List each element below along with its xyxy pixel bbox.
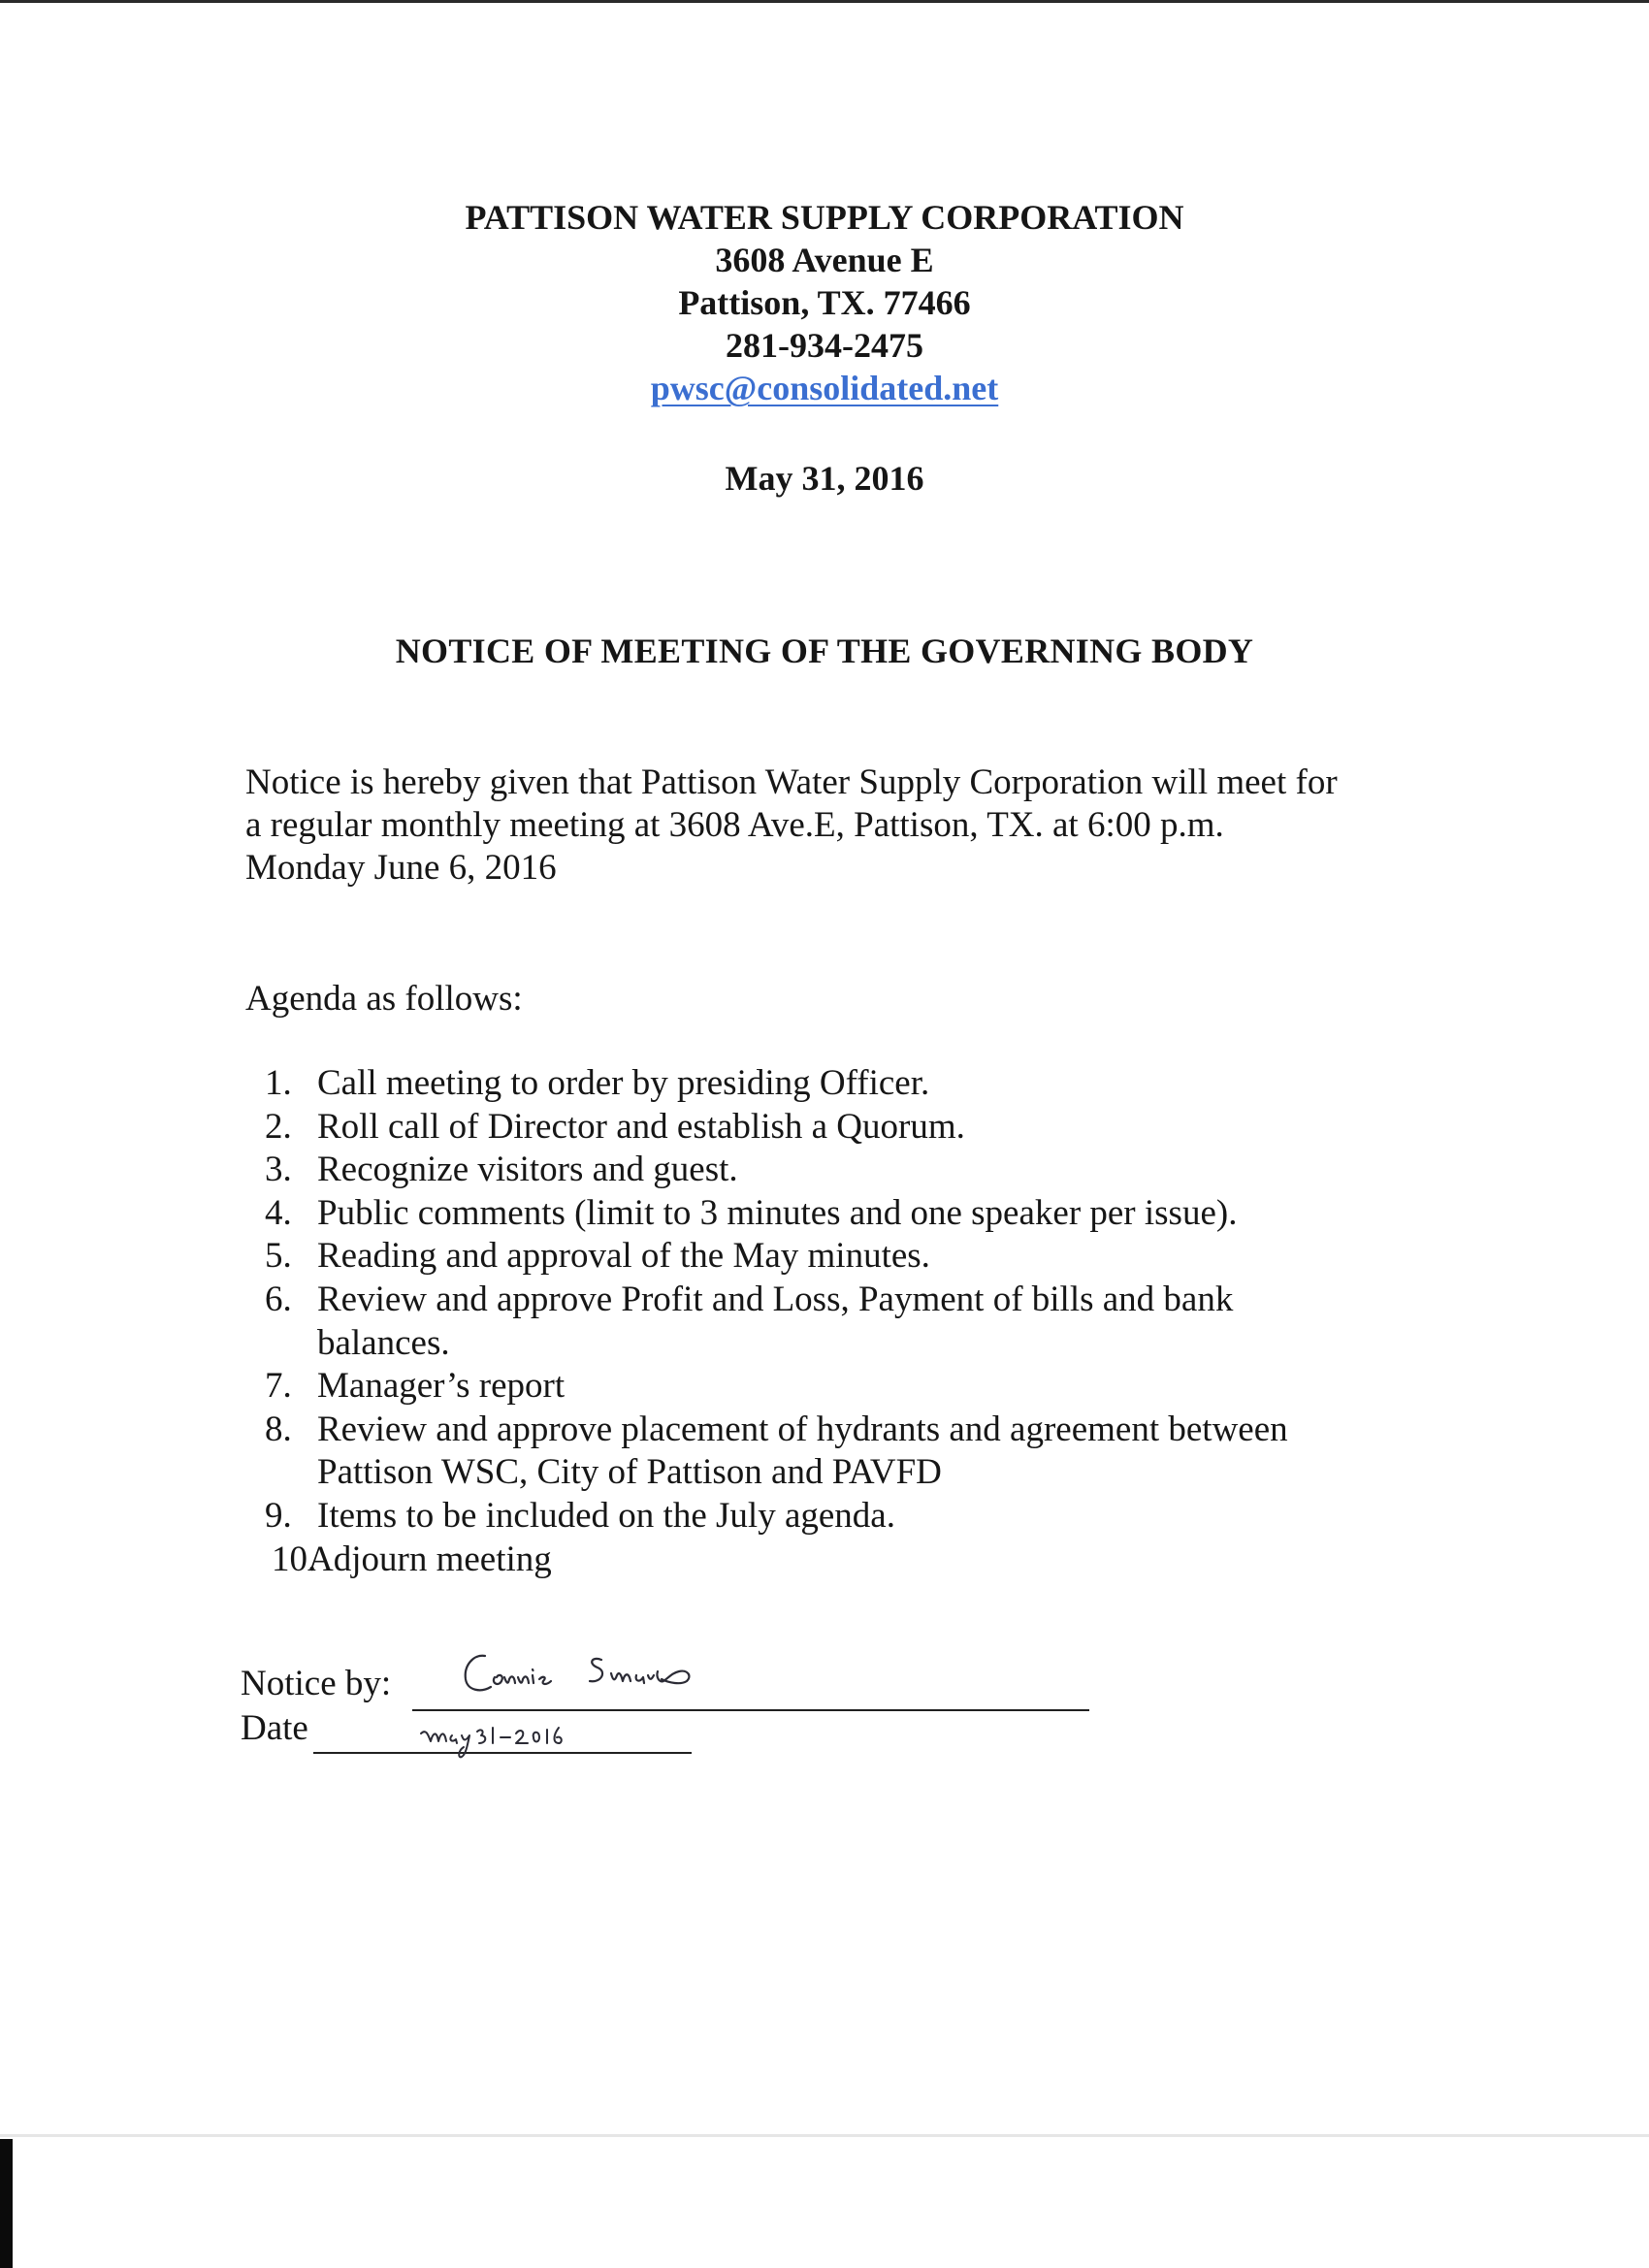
agenda-item-number: 3.	[265, 1150, 292, 1190]
agenda-item-number: 10.	[272, 1539, 317, 1579]
agenda-item-number: 7.	[265, 1366, 292, 1407]
agenda-item-number: 1.	[265, 1063, 292, 1103]
agenda-item	[245, 1409, 1458, 1495]
agenda-item-text: Public comments (limit to 3 minutes and one speaker per issue).	[317, 1192, 1238, 1233]
notice-body-line: Monday June 6, 2016	[245, 848, 557, 888]
email-link[interactable]: pwsc@consolidated.net	[650, 369, 999, 407]
date-label: Date	[241, 1708, 308, 1748]
agenda-item-text: Review and approve Profit and Loss, Payment of bills and bank	[317, 1279, 1234, 1319]
agenda-item-text: Recognize visitors and guest.	[317, 1150, 738, 1190]
agenda-item	[245, 1539, 1458, 1582]
agenda-item-text: Review and approve placement of hydrants and agreement between	[317, 1409, 1288, 1449]
agenda-item-text: Pattison WSC, City of Pattison and PAVFD	[317, 1452, 942, 1493]
agenda-item-text: Manager’s report	[317, 1366, 566, 1407]
street-address: 3608 Avenue E	[715, 241, 934, 279]
agenda-item-number: 6.	[265, 1279, 292, 1319]
agenda-item	[245, 1062, 1458, 1106]
agenda-item-number: 2.	[265, 1106, 292, 1147]
agenda-item	[245, 1106, 1458, 1150]
agenda-item-text: Adjourn meeting	[307, 1539, 552, 1579]
agenda-item-text: Call meeting to order by presiding Officer.	[317, 1063, 930, 1103]
agenda-item-number: 8.	[265, 1409, 292, 1449]
agenda-item-number: 9.	[265, 1495, 292, 1536]
agenda-item-text: Reading and approval of the May minutes.	[317, 1236, 930, 1277]
notice-title: NOTICE OF MEETING OF THE GOVERNING BODY	[395, 632, 1254, 670]
agenda-intro: Agenda as follows:	[245, 979, 523, 1019]
agenda-item	[245, 1192, 1458, 1236]
organization-name: PATTISON WATER SUPPLY CORPORATION	[465, 198, 1184, 237]
scan-edge-top	[0, 0, 1649, 3]
notice-body-line: a regular monthly meeting at 3608 Ave.E, Pattison, TX. at 6:00 p.m.	[245, 805, 1224, 845]
scan-edge-left	[0, 2139, 13, 2268]
agenda-item-number: 4.	[265, 1192, 292, 1233]
handwritten-signature	[456, 1644, 737, 1712]
letterhead	[0, 196, 1649, 409]
scan-fold-line	[0, 2134, 1649, 2137]
agenda-item	[245, 1149, 1458, 1192]
agenda-item	[245, 1495, 1458, 1539]
notice-body	[245, 761, 1458, 890]
notice-date: May 31, 2016	[725, 459, 924, 498]
agenda-item-text: Roll call of Director and establish a Quorum.	[317, 1106, 965, 1147]
agenda-item	[245, 1365, 1458, 1409]
handwritten-date	[417, 1712, 650, 1770]
city-state-zip: Pattison, TX. 77466	[678, 283, 971, 322]
agenda-item	[245, 1235, 1458, 1279]
notice-body-line: Notice is hereby given that Pattison Water Supply Corporation will meet for	[245, 762, 1338, 802]
agenda-list	[245, 1062, 1458, 1581]
notice-by-label: Notice by:	[241, 1664, 392, 1703]
agenda-item	[245, 1279, 1458, 1365]
agenda-item-number: 5.	[265, 1236, 292, 1277]
agenda-item-text: balances.	[317, 1322, 450, 1363]
phone-number: 281-934-2475	[726, 326, 923, 365]
agenda-item-text: Items to be included on the July agenda.	[317, 1495, 895, 1536]
